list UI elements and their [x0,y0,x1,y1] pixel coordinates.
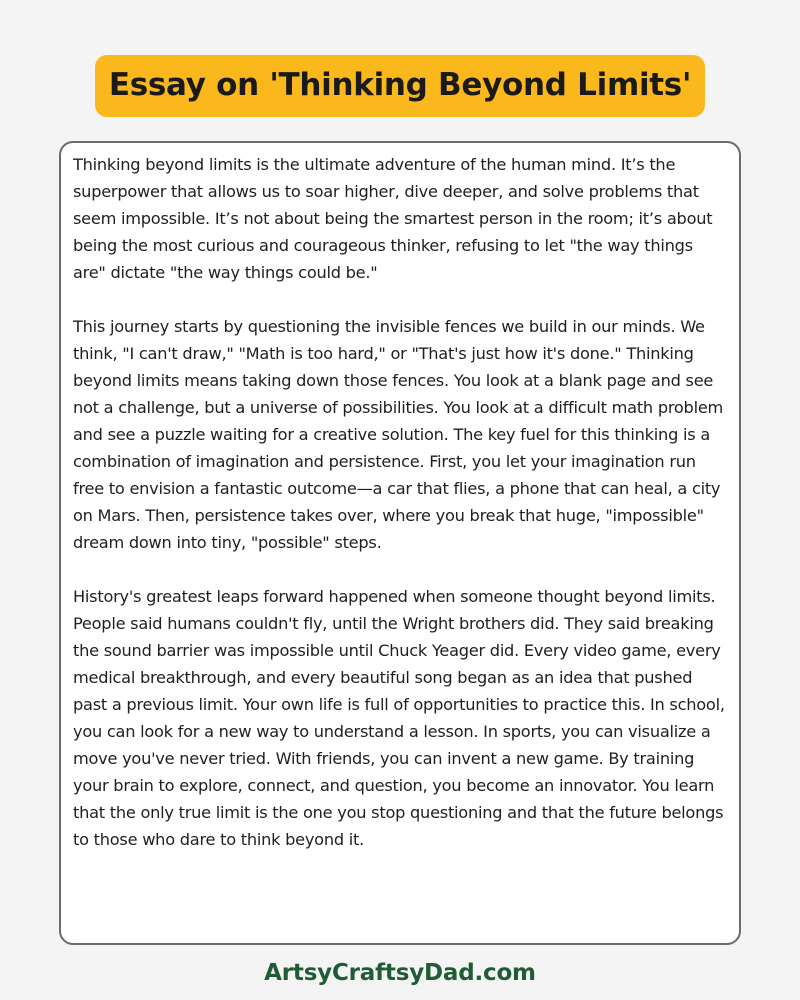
site-footer-link[interactable]: ArtsyCraftsyDad.com [264,960,536,986]
title-area [0,55,800,117]
essay-card [59,141,741,945]
essay-paragraph-3: History's greatest leaps forward happened when someone thought beyond limits. People said humans couldn't fly, until the Wright brothers did. They said breaking the sound barrier was impossible until Chuck Yeager did. Every video game, every medical breakthrough, and every beautiful song began as an idea that pushed past a previous limit. Your own life is full of opportunities to practice this. In school, you can look for a new way to understand a lesson. In sports, you can visualize a move you've never tried. With friends, you can invent a new game. By training your brain to explore, connect, and question, you become an innovator. You learn that the only true limit is the one you stop questioning and that the future belongs to those who dare to think beyond it. [73,587,725,849]
essay-title: Essay on 'Thinking Beyond Limits' [95,55,705,117]
essay-paragraph-1: Thinking beyond limits is the ultimate adventure of the human mind. It’s the superpower that allows us to soar higher, dive deeper, and solve problems that seem impossible. It’s not about being the smartest person in the room; it’s about being the most curious and courageous thinker, refusing to let "the way things are" dictate "the way things could be." [73,155,713,282]
essay-paragraph-2: This journey starts by questioning the invisible fences we build in our minds. We think, "I can't draw," "Math is too hard," or "That's just how it's done." Thinking beyond limits means taking down those fences. You look at a blank page and see not a challenge, but a universe of possibilities. You look at a difficult math problem and see a puzzle waiting for a creative solution. The key fuel for this thinking is a combination of imagination and persistence. First, you let your imagination run free to envision a fantastic outcome—a car that flies, a phone that can heal, a city on Mars. Then, persistence takes over, where you break that huge, "impossible" dream down into tiny, "possible" steps. [73,317,724,552]
